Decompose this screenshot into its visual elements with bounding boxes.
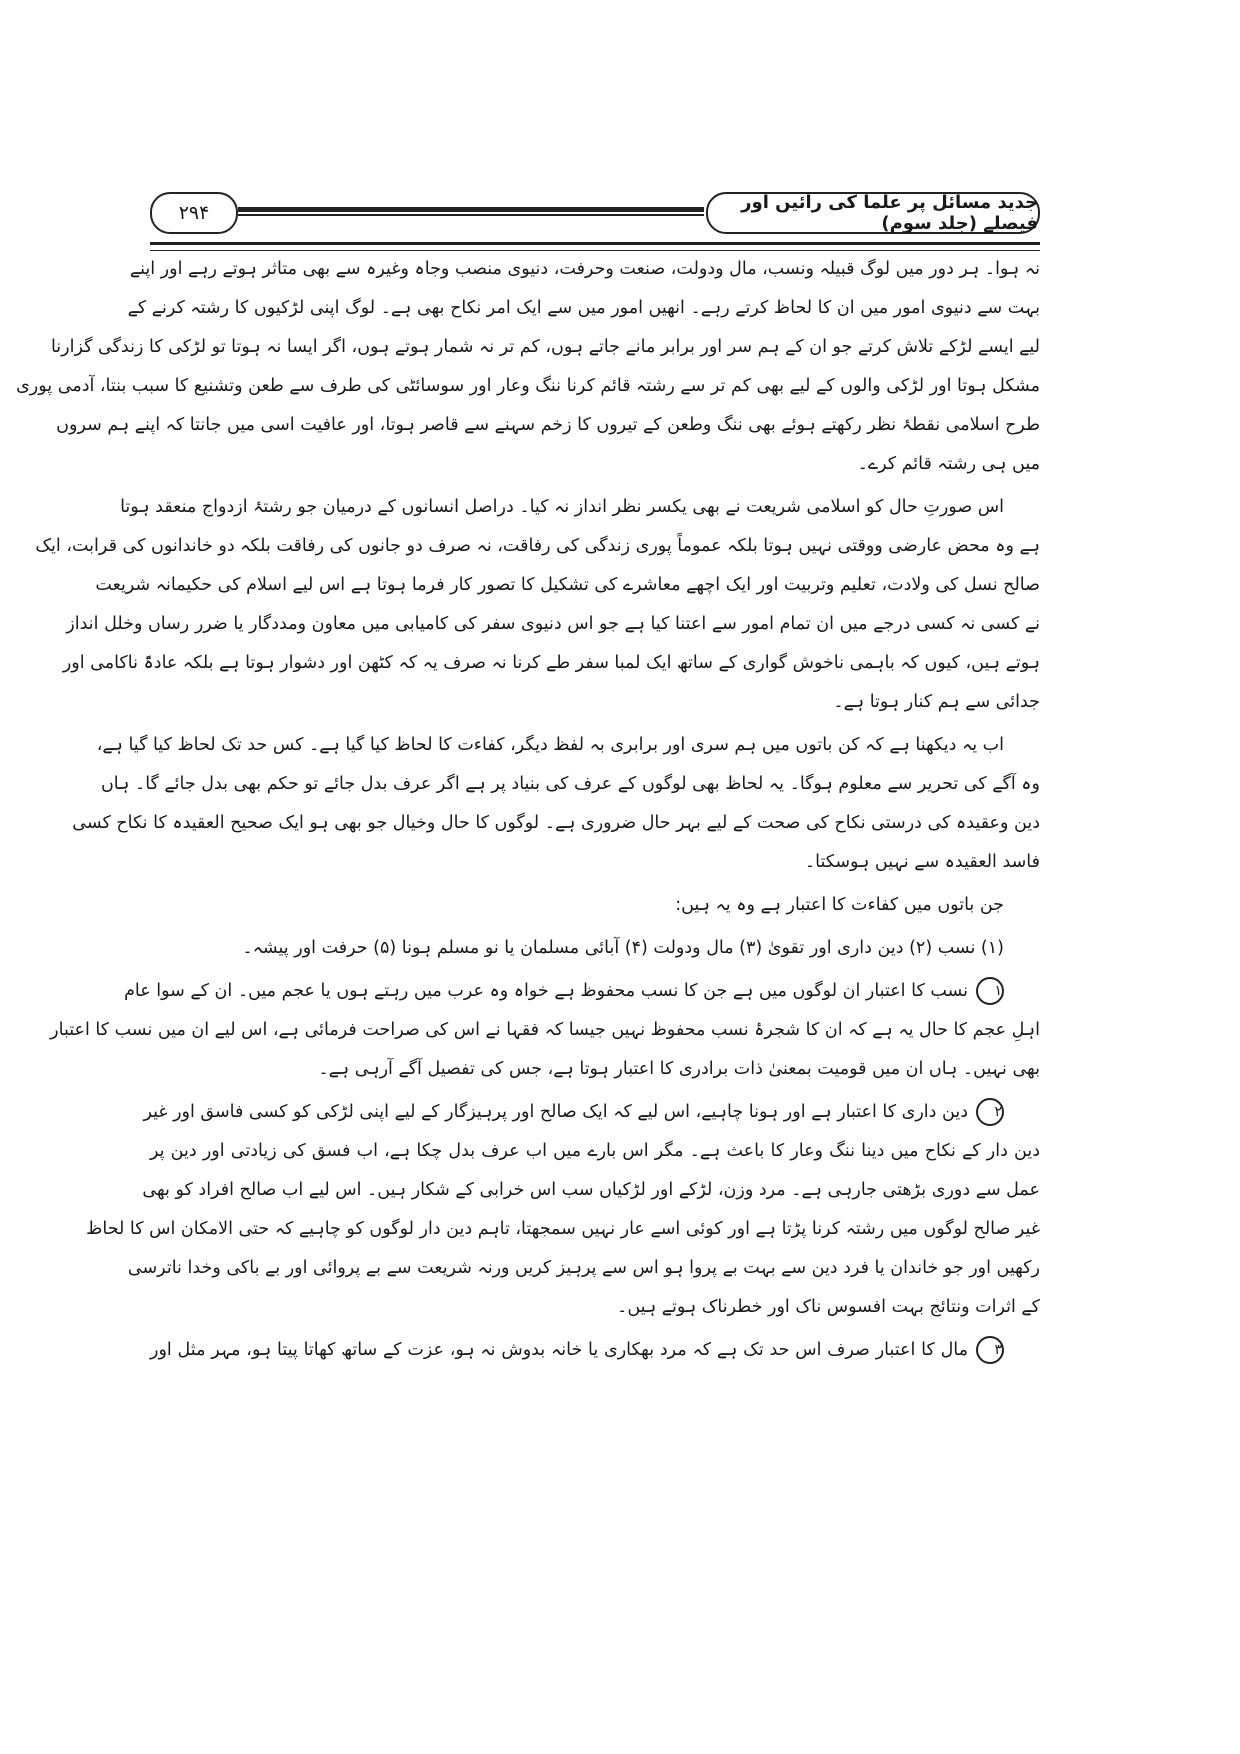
line-text: نسب کا اعتبار ان لوگوں میں ہے جن کا نسب محفوظ ہے خواہ وہ عرب میں رہتے ہوں یا عجم میں۔ ان کے سوا عام	[124, 981, 968, 1001]
book-title: جدید مسائل پر علما کی رائیں اور فیصلے (جلد سوم)	[706, 192, 1040, 234]
text-line	[150, 1050, 1040, 1089]
text-line	[127, 289, 1040, 328]
text-line	[124, 972, 1040, 1011]
text-line	[142, 1171, 1040, 1210]
line-text: مال کا اعتبار صرف اس حد تک ہے کہ مرد بھکاری یا خانہ بدوش نہ ہو، عزت کے ساتھ کھاتا پیتا ہو، مہر مثل اور	[150, 1340, 968, 1360]
page-body	[16, 250, 1040, 1374]
header-divider	[238, 207, 704, 216]
line-text: میں ہی رشتہ قائم کرے۔	[857, 454, 1040, 474]
text-line	[16, 367, 1040, 406]
line-text: بہت سے دنیوی امور میں ان کا لحاظ کرتے رہے۔ انھیں امور میں سے ایک امر نکاح بھی ہے۔ لوگ اپنی لڑکیوں کا رشتہ کرنے کے	[127, 298, 1040, 318]
line-text: جن باتوں میں کفاءت کا اعتبار ہے وہ یہ ہیں:	[675, 895, 1004, 915]
line-text: دین داری کا اعتبار ہے اور ہونا چاہیے، اس لیے کہ ایک صالح اور پرہیزگار کے لیے اپنی لڑکی کو کسی فاسق اور غیر	[143, 1102, 968, 1122]
running-header	[150, 192, 1040, 236]
text-line	[72, 804, 1040, 843]
line-text: عمل سے دوری بڑھتی جارہی ہے۔ مرد وزن، لڑکے اور لڑکیاں سب اس خرابی کے شکار ہیں۔ اس لیے اب صالح افراد کو بھی	[142, 1180, 1040, 1200]
page-number: ۲۹۴	[150, 192, 238, 234]
line-text: طرح اسلامی نقطۂ نظر رکھتے ہوئے بھی ننگ وطعن کے تیروں کا زخم سہنے سے قاصر ہوتا، اور عافیت اسی میں جانتا کہ اپنے ہم سروں	[56, 415, 1040, 435]
circled-number: ۳	[976, 1336, 1004, 1364]
text-line	[50, 328, 1040, 367]
line-text: دین وعقیدہ کی درستی نکاح کی صحت کے لیے بہر حال ضروری ہے۔ لوگوں کا حال وخیال جو بھی ہو ایک صحیح العقیدہ کا نکاح کسی	[72, 813, 1040, 833]
paragraph	[72, 726, 1040, 882]
line-text: جدائی سے ہم کنار ہوتا ہے۔	[833, 692, 1040, 712]
text-line	[95, 566, 1040, 605]
text-line	[86, 1210, 1040, 1249]
text-line	[50, 1011, 1040, 1050]
line-text: نے کسی نہ کسی درجے میں ان تمام امور سے اعتنا کیا ہے جو اس دنیوی سفر کی کامیابی میں معاون ومددگار یا ضرر رساں وخلل انداز	[66, 614, 1040, 634]
text-line	[150, 929, 1040, 968]
text-line	[150, 843, 1040, 882]
line-text: لیے ایسے لڑکے تلاش کرتے جو ان کے ہم سر اور برابر مانے جاتے ہوں، کم تر نہ شمار ہوتے ہوں، اگر ایسا نہ ہوتا تو لڑکی کا زندگی گزارنا	[50, 337, 1040, 357]
line-text: نہ ہوا۔ ہر دور میں لوگ قبیلہ ونسب، مال ودولت، صنعت وحرفت، دنیوی منصب وجاہ وغیرہ سے بھی متاثر ہوتے رہے اور اپنے	[129, 259, 1040, 279]
text-line	[127, 1249, 1040, 1288]
text-line	[120, 488, 1040, 527]
paragraph	[150, 929, 1040, 968]
line-text: صالح نسل کی ولادت، تعلیم وتربیت اور ایک اچھے معاشرے کی تشکیل کا تصور کار فرما ہوتا ہے اس لیے اسلام کی حکیمانہ شریعت	[95, 575, 1040, 595]
text-line	[56, 406, 1040, 445]
text-line	[150, 886, 1040, 925]
paragraph	[35, 488, 1040, 722]
line-text: رکھیں اور جو خاندان یا فرد دین سے بہت بے پروا ہو اس سے پرہیز کریں ورنہ شریعت سے بے پروائی اور بے باکی وخدا ناترسی	[127, 1258, 1040, 1278]
line-text: وہ آگے کی تحریر سے معلوم ہوگا۔ یہ لحاظ بھی لوگوں کے عرف کی بنیاد پر ہے اگر عرف بدل جائے تو حکم بھی بدل جائے گا۔ ہاں	[100, 774, 1040, 794]
paragraph	[16, 250, 1040, 484]
text-line	[96, 726, 1040, 765]
paragraph	[150, 886, 1040, 925]
line-text: ہوتے ہیں، کیوں کہ باہمی ناخوش گواری کے ساتھ ایک لمبا سفر طے کرنا نہ صرف یہ کہ کٹھن اور دشوار ہوتا ہے بلکہ عادۃً ناکامی اور	[62, 653, 1040, 673]
text-line	[150, 445, 1040, 484]
line-text: دین دار کے نکاح میں دینا ننگ وعار کا باعث ہے۔ مگر اس بارے میں اب عرف بدل چکا ہے، اب فسق کی زیادتی اور دین پر	[150, 1141, 1040, 1161]
text-line	[150, 1132, 1040, 1171]
text-line	[150, 1288, 1040, 1327]
line-text: مشکل ہوتا اور لڑکی والوں کے لیے بھی کم تر سے رشتہ قائم کرنا ننگ وعار اور سوسائٹی کی طرف سے طعن وتشنیع کا سبب بنتا، آدمی پوری	[16, 376, 1040, 396]
line-text: فاسد العقیدہ سے نہیں ہوسکتا۔	[804, 852, 1040, 872]
line-text: غیر صالح لوگوں میں رشتہ کرنا پڑتا ہے اور کوئی اسے عار نہیں سمجھتا، تاہم دین دار لوگوں کو چاہیے کہ حتی الامکان اس کا لحاظ	[86, 1219, 1040, 1239]
text-line	[62, 644, 1040, 683]
line-text: کے اثرات ونتائج بہت افسوس ناک اور خطرناک ہوتے ہیں۔	[617, 1297, 1040, 1317]
text-line	[143, 1093, 1040, 1132]
text-line	[66, 605, 1040, 644]
text-line	[150, 1331, 1040, 1370]
text-line	[35, 527, 1040, 566]
numbered-paragraph	[86, 1093, 1040, 1327]
line-text: (۱) نسب (۲) دین داری اور تقویٰ (۳) مال ودولت (۴) آبائی مسلمان یا نو مسلم ہونا (۵) حرفت اور پیشہ۔	[242, 938, 1004, 958]
text-line	[129, 250, 1040, 289]
text-line	[100, 765, 1040, 804]
line-text: اہلِ عجم کا حال یہ ہے کہ ان کا شجرۂ نسب محفوظ نہیں جیسا کہ فقہا نے اس کی صراحت فرمائی ہے، اس لیے ان میں نسب کا اعتبار	[50, 1020, 1040, 1040]
line-text: اس صورتِ حال کو اسلامی شریعت نے بھی یکسر نظر انداز نہ کیا۔ دراصل انسانوں کے درمیان جو رشتۂ ازدواج منعقد ہوتا	[120, 497, 1004, 517]
circled-number: ۱	[976, 977, 1004, 1005]
numbered-paragraph	[150, 1331, 1040, 1370]
text-line	[150, 683, 1040, 722]
line-text: بھی نہیں۔ ہاں ان میں قومیت بمعنیٰ ذات برادری کا اعتبار ہوتا ہے، جس کی تفصیل آگے آرہی ہے۔	[318, 1059, 1040, 1079]
numbered-paragraph	[50, 972, 1040, 1089]
line-text: ہے وہ محض عارضی ووقتی نہیں ہوتا بلکہ عموماً پوری زندگی کی رفاقت، نہ صرف دو جانوں کی رفاقت بلکہ دو خاندانوں کی قرابت، ایک	[35, 536, 1040, 556]
circled-number: ۲	[976, 1098, 1004, 1126]
line-text: اب یہ دیکھنا ہے کہ کن باتوں میں ہم سری اور برابری بہ لفظ دیگر، کفاءت کا لحاظ کیا گیا ہے۔ کس حد تک لحاظ کیا گیا ہے،	[96, 735, 1004, 755]
